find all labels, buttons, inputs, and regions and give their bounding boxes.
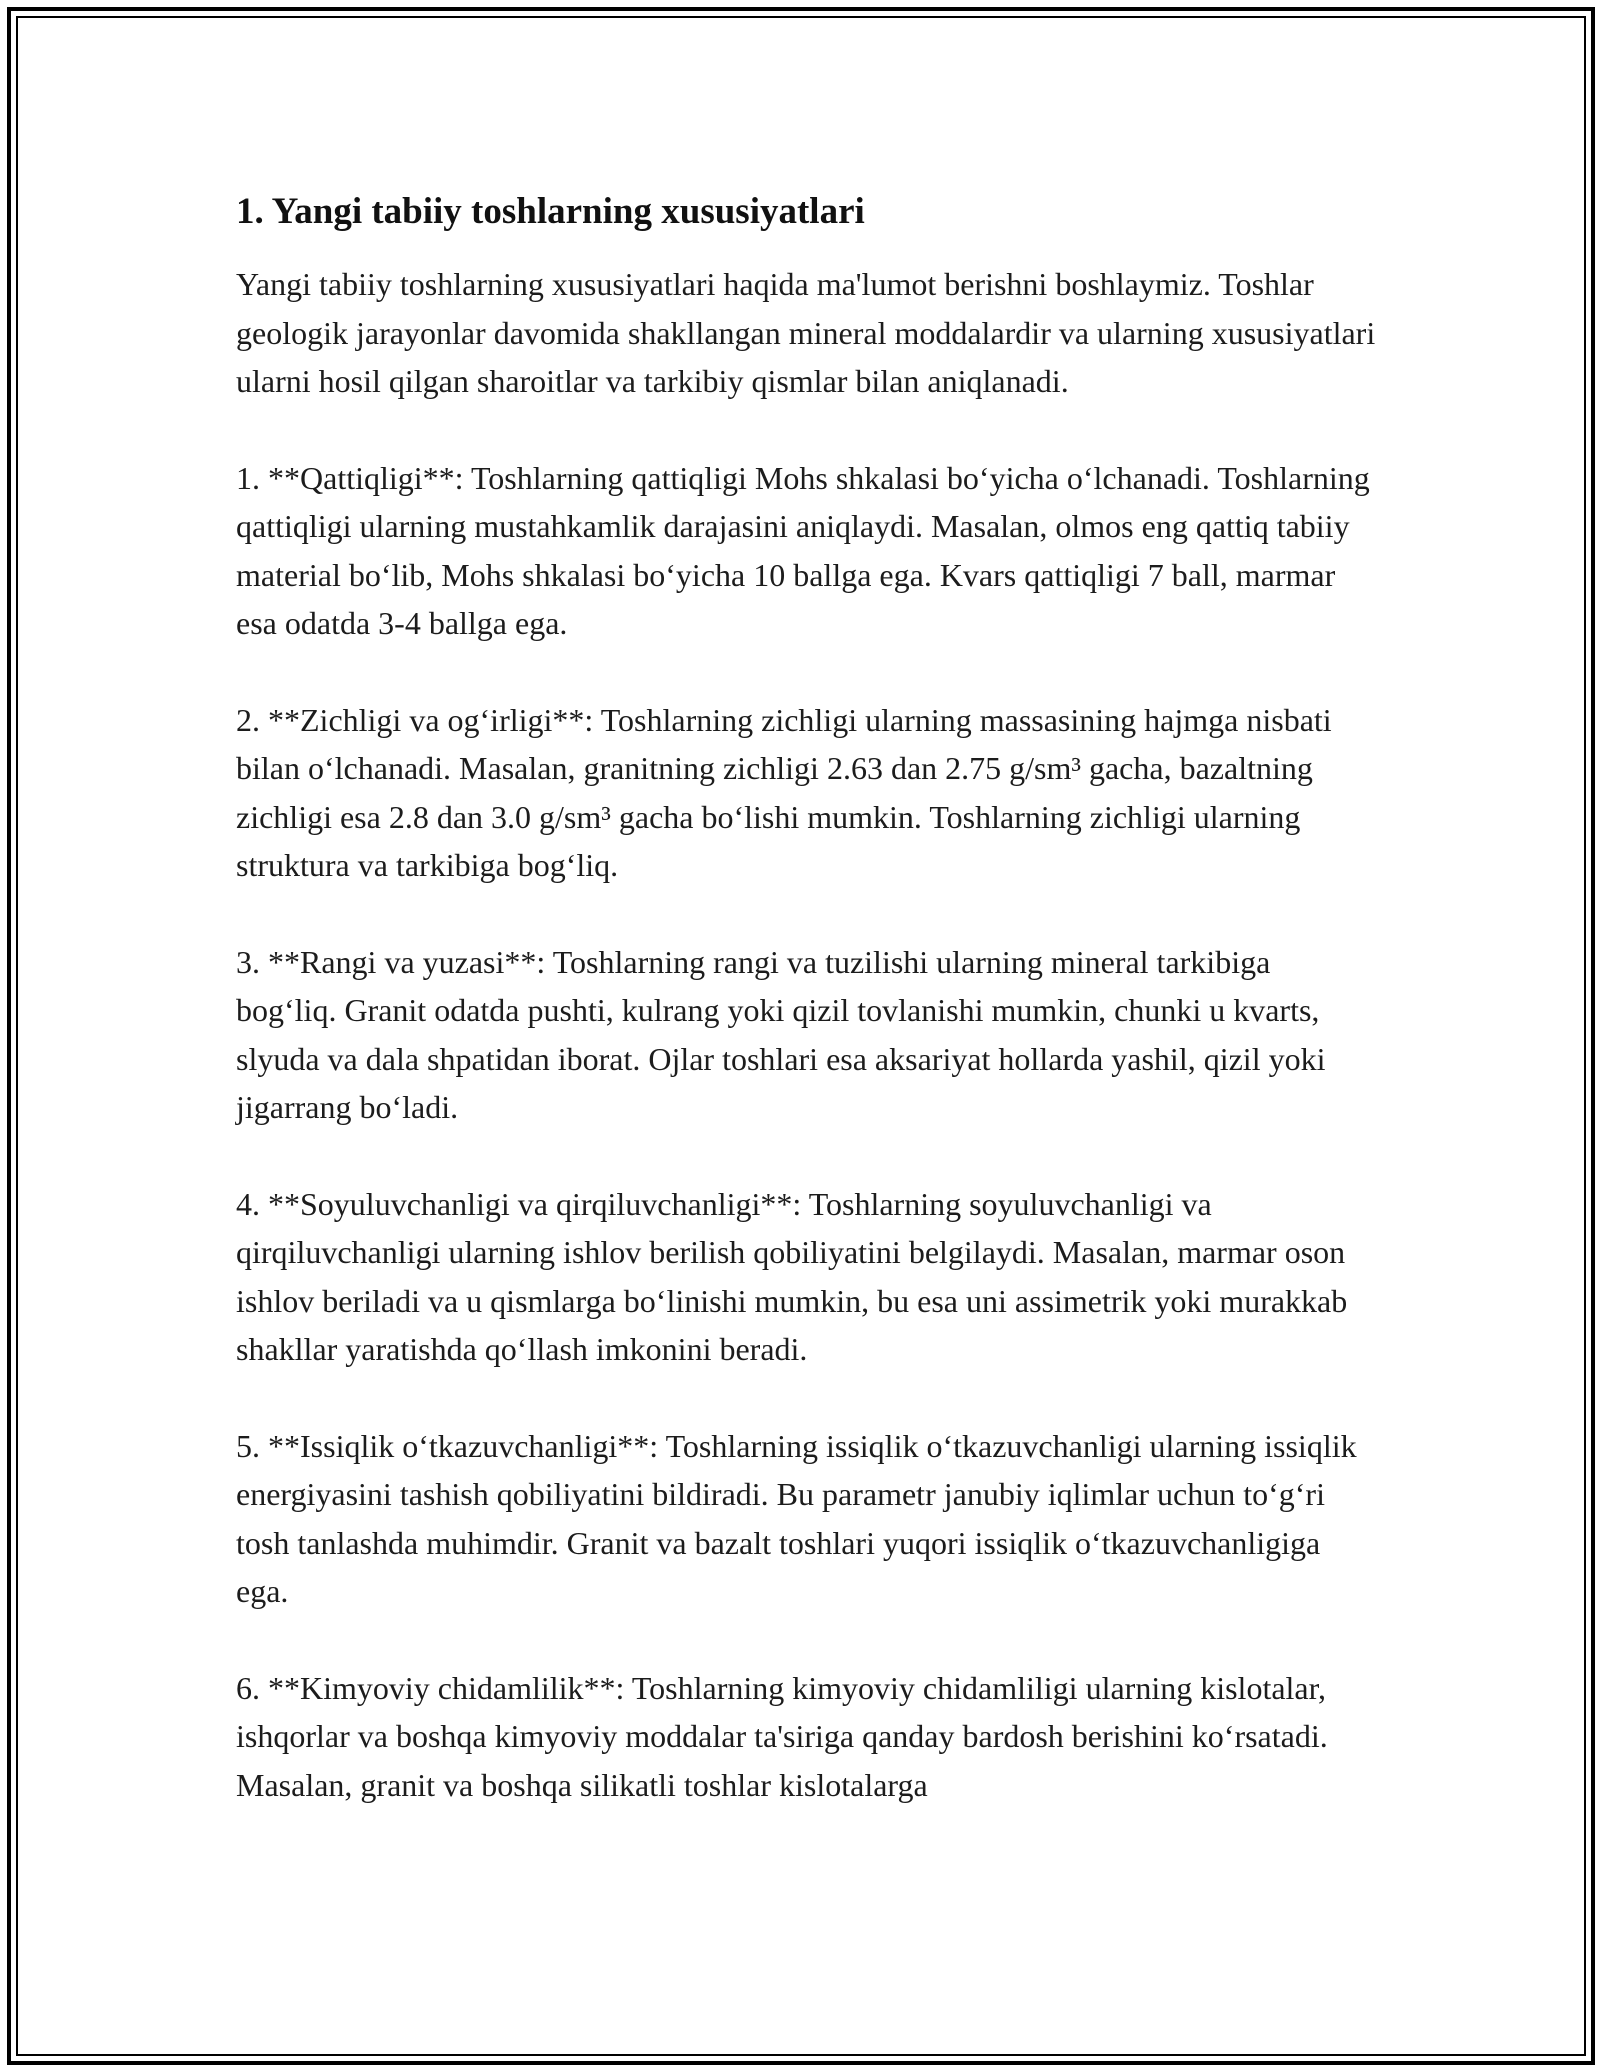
document-body <box>236 190 1376 1857</box>
paragraph-color: 3. **Rangi va yuzasi**: Toshlarning rangi va tuzilishi ularning mineral tarkibiga bog‘liq. Granit odatda pushti, kulrang yoki qizil tovlanishi mumkin, chunki u kvarts, slyuda va dala shpatidan iborat. Ojlar toshlari esa aksariyat hollarda yashil, qizil yoki jigarrang bo‘ladi. <box>236 943 1326 1125</box>
document-title: 1. Yangi tabiiy toshlarning xususiyatlari <box>236 191 865 232</box>
paragraph-thermal: 5. **Issiqlik o‘tkazuvchanligi**: Toshlarning issiqlik o‘tkazuvchanligi ularning issiqlik energiyasini tashish qobiliyatini bildiradi. Bu parametr janubiy iqlimlar uchun to‘g‘ri tosh tanlashda muhimdir. Granit va bazalt toshlari yuqori issiqlik o‘tkazuvchanligiga ega. <box>236 1427 1357 1609</box>
paragraph-density: 2. **Zichligi va og‘irligi**: Toshlarning zichligi ularning massasining hajmga nisbati bilan o‘lchanadi. Masalan, granitning zichligi 2.63 dan 2.75 g/sm³ gacha, bazaltning zichligi esa 2.8 dan 3.0 g/sm³ gacha bo‘lishi mumkin. Toshlarning zichligi ularning struktura va tarkibiga bog‘liq. <box>236 701 1332 883</box>
paragraph-hardness: 1. **Qattiqligi**: Toshlarning qattiqligi Mohs shkalasi bo‘yicha o‘lchanadi. Toshlarning qattiqligi ularning mustahkamlik darajasini aniqlaydi. Masalan, olmos eng qattiq tabiiy material bo‘lib, Mohs shkalasi bo‘yicha 10 ballga ega. Kvars qattiqligi 7 ball, marmar esa odatda 3-4 ballga ega. <box>236 459 1370 641</box>
paragraph-workability: 4. **Soyuluvchanligi va qirqiluvchanligi**: Toshlarning soyuluvchanligi va qirqiluvchanligi ularning ishlov berilish qobiliyatini belgilaydi. Masalan, marmar oson ishlov beriladi va u qismlarga bo‘linishi mumkin, bu esa uni assimetrik yoki murakkab shakllar yaratishda qo‘llash imkonini beradi. <box>236 1185 1348 1367</box>
paragraph-intro: Yangi tabiiy toshlarning xususiyatlari haqida ma'lumot berishni boshlaymiz. Toshlar geologik jarayonlar davomida shakllangan mineral moddalardir va ularning xususiyatlari ularni hosil qilgan sharoitlar va tarkibiy qismlar bilan aniqlanadi. <box>236 266 1376 399</box>
paragraph-chemical: 6. **Kimyoviy chidamlilik**: Toshlarning kimyoviy chidamliligi ularning kislotalar, ishqorlar va boshqa kimyoviy moddalar ta'siriga qanday bardosh berishini ko‘rsatadi. Masalan, granit va boshqa silikatli toshlar kislotalarga <box>236 1669 1328 1803</box>
